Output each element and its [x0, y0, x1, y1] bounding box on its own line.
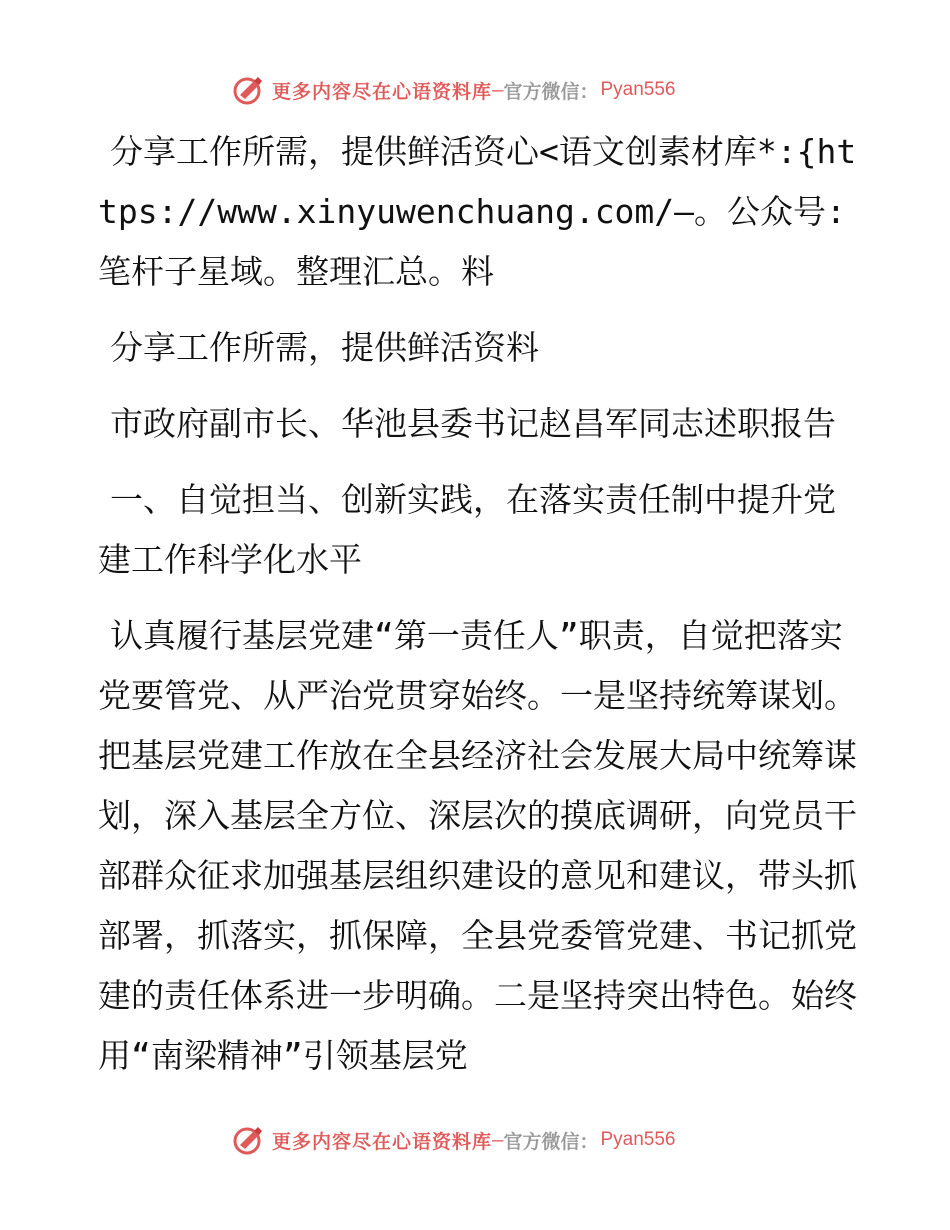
paragraph-body	[98, 606, 858, 1086]
paragraph-intro	[98, 122, 858, 302]
banner-wechat-id: Pyan556	[600, 1129, 676, 1150]
header-banner	[232, 70, 712, 110]
pen-logo-icon	[232, 1123, 266, 1157]
section-heading	[98, 470, 858, 590]
paragraph-text: 认真履行基层党建“第一责任人”职责，自觉把落实党要管党、从严治党贯穿始终。一是坚持统筹谋划。把基层党建工作放在全县经济社会发展大局中统筹谋划，深入基层全方位、深层次的摸底调研，向党员干部群众征求加强基层组织建设的意见和建议，带头抓部署，抓落实，抓保障，全县党委管党建、书记抓党建的责任体系进一步明确。二是坚持突出特色。始终用“南梁精神”引领基层党	[98, 616, 857, 1075]
document-body	[98, 122, 858, 1102]
banner-dash: —	[492, 79, 504, 101]
document-title	[98, 394, 858, 454]
banner-main-text: 更多内容尽在心语资料库	[272, 80, 493, 103]
paragraph-text: 分享工作所需，提供鲜活资料	[110, 328, 539, 367]
footer-banner	[232, 1120, 712, 1160]
paragraph-text: 市政府副市长、华池县委书记赵昌军同志述职报告	[110, 404, 836, 443]
paragraph-text: 一、自觉担当、创新实践，在落实责任制中提升党建工作科学化水平	[98, 480, 836, 579]
banner-wechat-label: 官方微信：	[503, 80, 599, 103]
pen-logo-icon	[232, 73, 266, 107]
banner-dash: —	[492, 1129, 504, 1151]
banner-wechat-id: Pyan556	[600, 79, 676, 100]
banner-wechat-label: 官方微信：	[503, 1130, 599, 1153]
paragraph-text: 分享工作所需，提供鲜活资心<语文创素材库*:{https://www.xinyuwenchuang.com/—。公众号:笔杆子星域。整理汇总。料	[98, 132, 857, 291]
banner-main-text: 更多内容尽在心语资料库	[272, 1130, 493, 1153]
paragraph-share	[98, 318, 858, 378]
